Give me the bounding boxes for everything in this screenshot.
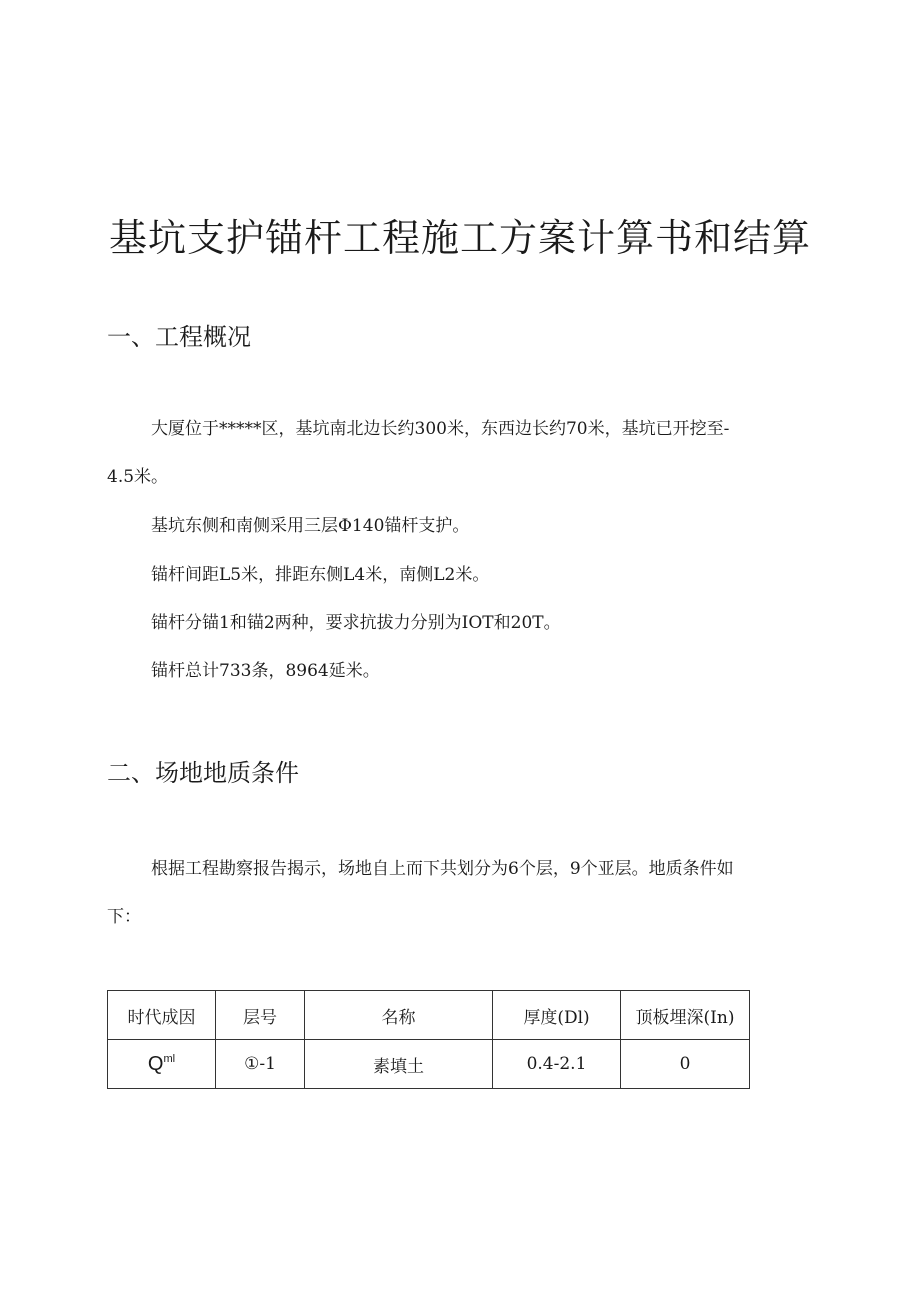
paragraph-geology-line-2: 下：	[107, 907, 141, 927]
paragraph-location-line-2: 4.5米。	[107, 467, 169, 487]
table-header-cell: 层号	[216, 991, 305, 1040]
era-symbol-superscript: ml	[163, 1052, 176, 1065]
paragraph-geology-line-1: 根据工程勘察报告揭示，场地自上而下共划分为6个层，9个亚层。地质条件如	[151, 859, 734, 879]
era-symbol	[148, 1053, 175, 1075]
section-heading-overview: 一、工程概况	[107, 323, 251, 351]
table-row	[108, 1040, 750, 1089]
table-cell-era	[108, 1040, 216, 1089]
section-heading-geology: 二、场地地质条件	[107, 759, 299, 787]
table-header-cell: 厚度(Dl)	[493, 991, 621, 1040]
geology-table	[107, 990, 750, 1089]
era-symbol-base: Q	[147, 1052, 164, 1075]
table-header-cell: 时代成因	[108, 991, 216, 1040]
paragraph-location-line-1: 大厦位于*****区，基坑南北边长约300米，东西边长约70米，基坑已开挖至-	[151, 419, 730, 439]
paragraph-anchor-spacing: 锚杆间距L5米，排距东侧L4米，南侧L2米。	[151, 565, 490, 585]
table-cell-thickness: 0.4-2.1	[493, 1040, 621, 1089]
table-header-cell: 名称	[305, 991, 493, 1040]
document-title: 基坑支护锚杆工程施工方案计算书和结算	[108, 216, 811, 260]
table-cell-depth: 0	[621, 1040, 750, 1089]
table-cell-layer: ①-1	[216, 1040, 305, 1089]
paragraph-anchor-total: 锚杆总计733条，8964延米。	[151, 661, 380, 681]
paragraph-support-method: 基坑东侧和南侧采用三层Φ140锚杆支护。	[151, 516, 470, 536]
table-header-row	[108, 991, 750, 1040]
table-header-cell: 顶板埋深(In)	[621, 991, 750, 1040]
table-cell-name: 素填土	[305, 1040, 493, 1089]
paragraph-anchor-types: 锚杆分锚1和锚2两种，要求抗拔力分别为IOT和20T。	[151, 613, 561, 633]
